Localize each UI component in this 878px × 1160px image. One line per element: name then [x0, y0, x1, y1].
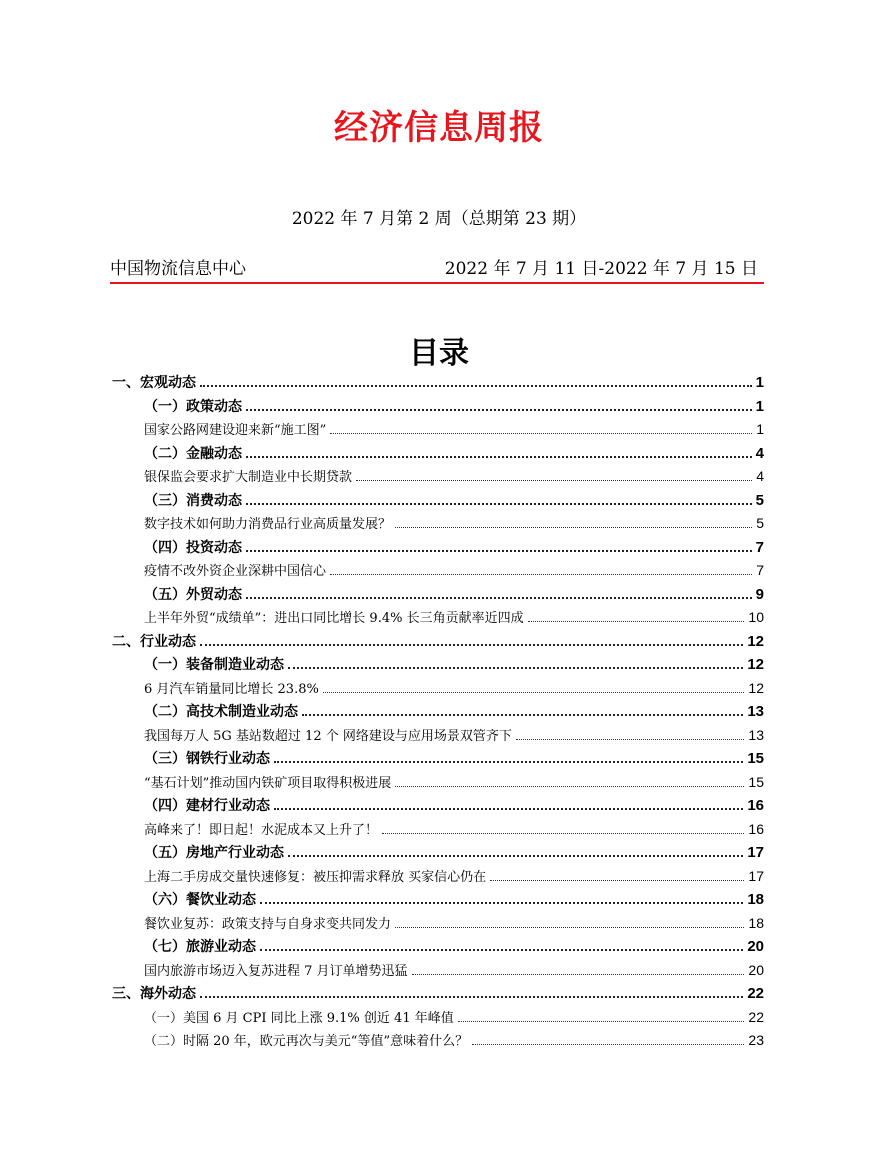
dot-leader: [516, 739, 745, 740]
toc-entry-text: （二）高技术制造业动态: [144, 704, 298, 720]
toc-subsection-entry[interactable]: [112, 653, 764, 677]
toc-page-number: 15: [747, 750, 764, 767]
toc-article-entry[interactable]: [112, 677, 764, 701]
toc-page-number: 15: [748, 773, 764, 790]
dot-leader: [330, 433, 752, 434]
toc-page-number: 16: [748, 820, 764, 837]
toc-page-number: 4: [755, 444, 764, 462]
toc-subsection-entry[interactable]: [112, 700, 764, 724]
dot-leader: [382, 833, 744, 834]
toc-article-entry[interactable]: [112, 912, 764, 936]
toc-entry-text: （一）政策动态: [144, 398, 242, 415]
dot-leader: [246, 503, 752, 505]
toc-page-number: 18: [748, 914, 764, 931]
toc-entry-text: （六）餐饮业动态: [144, 892, 256, 908]
toc-article-entry[interactable]: [112, 818, 764, 842]
toc-entry-text: 银保监会要求扩大制造业中长期贷款: [144, 470, 353, 485]
toc-page-number: 16: [747, 797, 764, 814]
dot-leader: [200, 644, 743, 646]
toc-section-entry[interactable]: [112, 371, 764, 395]
toc-subsection-entry[interactable]: [112, 442, 764, 466]
toc-subsection-entry[interactable]: [112, 841, 764, 865]
toc-section-entry[interactable]: [112, 982, 764, 1006]
toc-entry-text: 数字技术如何助力消费品行业高质量发展？: [144, 517, 392, 532]
toc-entry-text: 二、行业动态: [112, 633, 196, 650]
toc-page-number: 7: [755, 538, 764, 556]
toc-page-number: 23: [748, 1032, 764, 1048]
toc-entry-text: （一）装备制造业动态: [144, 657, 284, 673]
toc-heading: 目录: [409, 336, 469, 371]
dot-leader: [246, 597, 752, 599]
dot-leader: [395, 786, 744, 787]
dot-leader: [260, 949, 743, 951]
toc-page-number: 20: [747, 938, 764, 955]
dot-leader: [395, 927, 744, 928]
dot-leader: [274, 761, 743, 763]
toc-entry-text: （七）旅游业动态: [144, 939, 256, 955]
toc-entry-text: 餐饮业复苏：政策支持与自身求变共同发力: [144, 916, 392, 932]
toc-article-entry[interactable]: [112, 959, 764, 983]
toc-subsection-entry[interactable]: [112, 747, 764, 771]
toc-page-number: 4: [756, 468, 764, 484]
toc-article-entry[interactable]: [112, 724, 764, 748]
toc-entry-text: （二）金融动态: [144, 445, 242, 462]
toc-subsection-entry[interactable]: [112, 536, 764, 560]
toc-subsection-entry[interactable]: [112, 794, 764, 818]
toc-page-number: 22: [747, 985, 764, 1002]
toc-entry-text: 疫情不改外资企业深耕中国信心: [144, 564, 327, 579]
header-meta: [110, 254, 764, 280]
header-divider: [110, 282, 764, 284]
dot-leader: [490, 880, 744, 881]
dot-leader: [200, 385, 752, 387]
toc-subsection-entry[interactable]: [112, 935, 764, 959]
toc-section-entry[interactable]: [112, 630, 764, 654]
toc-page-number: 1: [755, 374, 764, 391]
toc-entry-text: 三、海外动态: [112, 986, 196, 1002]
toc-entry-text: （五）房地产行业动态: [144, 845, 284, 861]
toc-page-number: 12: [748, 679, 764, 696]
dot-leader: [356, 480, 752, 481]
toc-page-number: 1: [756, 421, 764, 437]
toc-page-number: 20: [748, 961, 764, 978]
toc-subsection-entry[interactable]: [112, 489, 764, 513]
toc-page-number: 5: [756, 515, 764, 531]
dot-leader: [330, 574, 752, 575]
toc-article-entry[interactable]: [112, 606, 764, 630]
toc-page-number: 13: [747, 703, 764, 720]
toc-article-entry[interactable]: [112, 512, 764, 536]
toc-page-number: 1: [755, 397, 764, 415]
dot-leader: [288, 667, 743, 669]
toc-entry-text: 上半年外贸“成绩单”：进出口同比增长 9.4% 长三角贡献率近四成: [144, 611, 524, 626]
toc-entry-text: （四）建材行业动态: [144, 798, 270, 814]
dot-leader: [458, 1021, 745, 1022]
toc-page-number: 7: [756, 562, 764, 578]
toc-page-number: 13: [748, 726, 764, 743]
toc-entry-text: “基石计划”推动国内铁矿项目取得积极进展: [144, 775, 392, 791]
date-range: 2022 年 7 月 11 日-2022 年 7 月 15 日: [444, 259, 758, 279]
toc-article-entry[interactable]: [112, 771, 764, 795]
toc-entry-text: 高峰来了！即日起！水泥成本又上升了！: [144, 822, 379, 838]
report-title: 经济信息周报: [334, 108, 544, 148]
dot-leader: [323, 692, 745, 693]
dot-leader: [246, 550, 752, 552]
toc-entry-text: 国家公路网建设迎来新“施工图”: [144, 423, 327, 438]
toc-page-number: 17: [747, 844, 764, 861]
toc-entry-text: （三）钢铁行业动态: [144, 751, 270, 767]
dot-leader: [302, 714, 743, 716]
toc-page-number: 12: [747, 656, 764, 673]
toc-subsection-entry[interactable]: [112, 888, 764, 912]
toc-subsection-entry[interactable]: [112, 583, 764, 607]
toc-entry-text: （二）时隔 20 年，欧元再次与美元“等值”意味着什么？: [144, 1034, 469, 1049]
toc-page-number: 12: [747, 632, 764, 650]
table-of-contents: [112, 371, 764, 1053]
toc-page-number: 17: [748, 867, 764, 884]
toc-page-number: 5: [755, 491, 764, 509]
toc-entry-text: 6 月汽车销量同比增长 23.8%: [144, 681, 319, 697]
dot-leader: [200, 996, 743, 998]
dot-leader: [274, 808, 743, 810]
issue-number: 2022 年 7 月第 2 周（总期第 23 期）: [291, 209, 587, 229]
toc-entry-text: 我国每万人 5G 基站数超过 12 个 网络建设与应用场景双管齐下: [144, 728, 512, 744]
toc-entry-text: （四）投资动态: [144, 539, 242, 556]
dot-leader: [528, 621, 745, 622]
toc-entry-text: （一）美国 6 月 CPI 同比上涨 9.1% 创近 41 年峰值: [144, 1010, 454, 1026]
toc-entry-text: （三）消费动态: [144, 492, 242, 509]
dot-leader: [246, 456, 752, 458]
publisher-name: 中国物流信息中心: [110, 259, 246, 279]
dot-leader: [472, 1044, 744, 1045]
toc-page-number: 9: [755, 585, 764, 603]
dot-leader: [395, 527, 752, 528]
toc-entry-text: 一、宏观动态: [112, 375, 196, 391]
toc-article-entry[interactable]: [112, 865, 764, 889]
toc-article-entry[interactable]: [112, 465, 764, 489]
toc-article-entry[interactable]: [112, 559, 764, 583]
toc-entry-text: 上海二手房成交量快速修复：被压抑需求释放 买家信心仍在: [144, 869, 487, 885]
toc-article-entry[interactable]: [112, 1029, 764, 1053]
toc-entry-text: （五）外贸动态: [144, 586, 242, 603]
toc-article-entry[interactable]: [112, 418, 764, 442]
toc-subsection-entry[interactable]: [112, 395, 764, 419]
toc-page-number: 18: [747, 891, 764, 908]
toc-page-number: 10: [748, 609, 764, 625]
toc-page-number: 22: [748, 1008, 764, 1025]
toc-entry-text: 国内旅游市场迈入复苏进程 7 月订单增势迅猛: [144, 963, 408, 979]
dot-leader: [412, 974, 745, 975]
dot-leader: [260, 902, 743, 904]
dot-leader: [246, 409, 752, 411]
toc-article-entry[interactable]: [112, 1006, 764, 1030]
dot-leader: [288, 855, 743, 857]
